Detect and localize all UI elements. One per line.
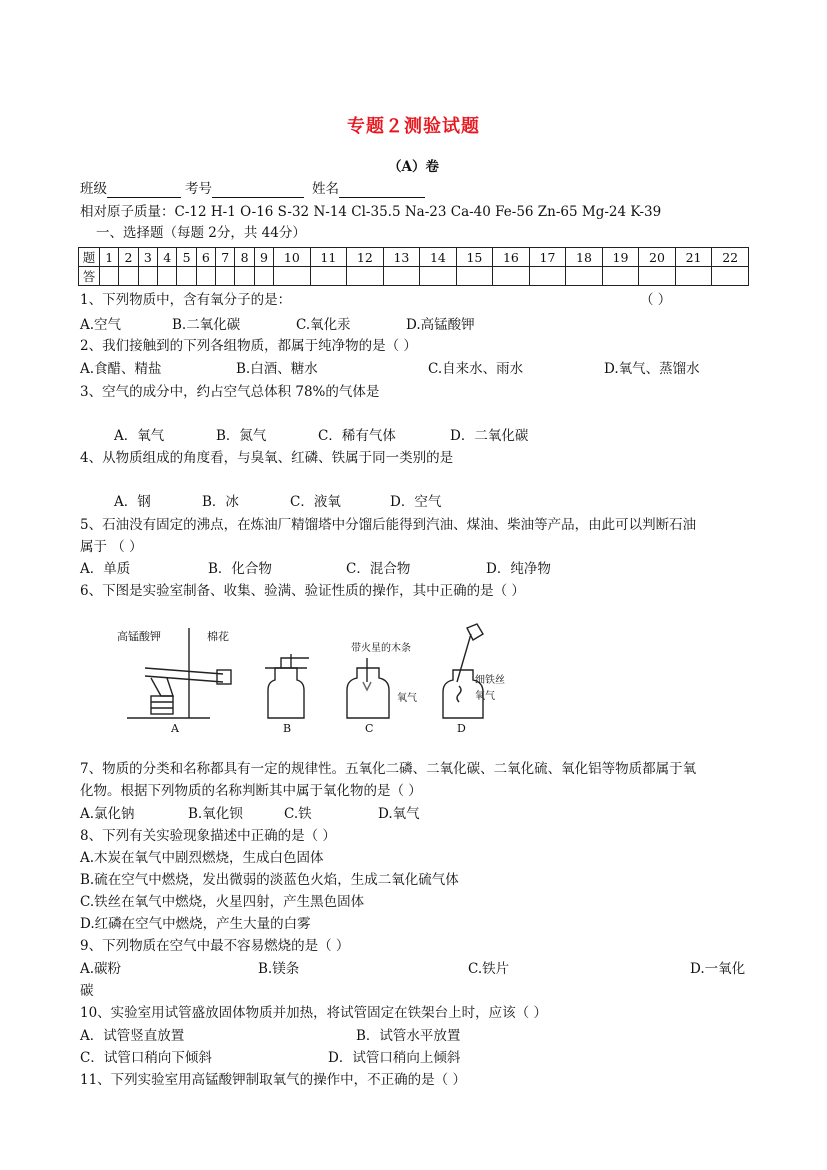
answer-cell[interactable] [456, 267, 493, 286]
question-10-option-d: D．试管口稍向上倾斜 [328, 1050, 461, 1066]
question-number: 9 [254, 248, 273, 267]
question-11-stem: 11、下列实验室用高锰酸钾制取氧气的操作中，不正确的是（ ） [80, 1072, 466, 1088]
question-4-option-a: A．钢 [114, 494, 151, 510]
question-10-option-b: B．试管水平放置 [356, 1028, 461, 1044]
question-number: 22 [712, 248, 749, 267]
answer-cell[interactable] [639, 267, 676, 286]
question-5-option-d: D．纯净物 [486, 561, 551, 577]
question-9-stem: 9、下列物质在空气中最不容易燃烧的是（ ） [80, 938, 350, 954]
question-5-option-a: A．单质 [80, 561, 131, 577]
question-1-answer-paren: （ ） [640, 292, 672, 308]
question-number: 12 [347, 248, 384, 267]
answer-cell[interactable] [383, 267, 420, 286]
answer-table [78, 247, 749, 286]
question-number: 8 [235, 248, 254, 267]
question-5-stem-continued: 属于 （ ） [80, 539, 143, 555]
atomic-masses: 相对原子质量：C-12 H-1 O-16 S-32 N-14 Cl-35.5 Na-23 Ca-40 Fe-56 Zn-65 Mg-24 K-39 [80, 204, 662, 220]
name-field[interactable] [339, 183, 425, 198]
answer-cell[interactable] [274, 267, 311, 286]
question-7-option-c: C.铁 [284, 806, 312, 822]
question-1-option-c: C.氧化汞 [296, 317, 351, 333]
question-number: 21 [675, 248, 712, 267]
question-3-option-a: A．氧气 [114, 428, 165, 444]
answer-cell[interactable] [138, 267, 157, 286]
answer-cell[interactable] [196, 267, 215, 286]
question-number: 20 [639, 248, 676, 267]
question-7-option-d: D.氧气 [378, 806, 420, 822]
apparatus-b-gas-jar [265, 654, 309, 718]
question-3-option-d: D．二氧化碳 [450, 428, 529, 444]
question-number: 16 [493, 248, 530, 267]
question-7-option-a: A.氯化钠 [80, 806, 135, 822]
number-row-header: 题 [79, 248, 100, 267]
figure-c-label-splint: 带火星的木条 [351, 643, 411, 654]
question-number: 13 [383, 248, 420, 267]
answer-cell[interactable] [177, 267, 196, 286]
question-number: 10 [274, 248, 311, 267]
answer-cell[interactable] [310, 267, 347, 286]
question-7-option-b: B.氧化钡 [188, 806, 243, 822]
question-number: 15 [456, 248, 493, 267]
question-8-option-c: C.铁丝在氧气中燃烧，火星四射，产生黑色固体 [80, 894, 365, 910]
question-number: 7 [216, 248, 235, 267]
page-title: 专题２测验试题 [347, 116, 480, 137]
question-number: 3 [138, 248, 157, 267]
answer-cell[interactable] [529, 267, 566, 286]
question-4-option-d: D．空气 [390, 494, 442, 510]
question-2-option-c: C.自来水、雨水 [428, 361, 524, 377]
apparatus-c-splint-test [347, 658, 389, 718]
question-3-option-c: C．稀有气体 [318, 428, 396, 444]
exam-no-field[interactable] [212, 183, 304, 198]
question-1-option-d: D.高锰酸钾 [406, 317, 475, 333]
question-9-option-a: A.碳粉 [80, 961, 122, 977]
figure-caption-b: B [283, 722, 292, 735]
answer-table-number-row [79, 248, 749, 267]
answer-row-header: 答 [79, 267, 100, 286]
answer-cell[interactable] [119, 267, 138, 286]
question-1-stem: 1、下列物质中，含有氧分子的是： [80, 292, 292, 308]
section-heading: 一、选择题（每题 2分，共 44分） [96, 225, 306, 241]
exam-no-label: 考号 [185, 181, 212, 197]
question-1-option-a: A.空气 [80, 317, 122, 333]
question-7-stem: 7、物质的分类和名称都具有一定的规律性。五氧化二磷、二氧化碳、二氧化硫、氧化铝等物质都属于氧 [80, 761, 697, 777]
question-2-option-a: A.食醋、精盐 [80, 361, 162, 377]
question-number: 18 [566, 248, 603, 267]
question-2-stem: 2、我们接触到的下列各组物质，都属于纯净物的是（ ） [80, 338, 417, 354]
answer-cell[interactable] [712, 267, 749, 286]
question-number: 2 [119, 248, 138, 267]
question-7-stem-continued: 化物。根据下列物质的名称判断其中属于氧化物的是（ ） [80, 783, 422, 799]
question-6-stem: 6、下图是实验室制备、收集、验满、验证性质的操作，其中正确的是（ ） [80, 583, 525, 599]
question-8-stem: 8、下列有关实验现象描述中正确的是（ ） [80, 828, 336, 844]
question-3-stem: 3、空气的成分中，约占空气总体积 78%的气体是 [80, 384, 380, 400]
figure-caption-c: C [365, 722, 374, 735]
figure-a-label-cotton: 棉花 [207, 630, 229, 643]
question-4-stem: 4、从物质组成的角度看，与臭氧、红磷、铁属于同一类别的是 [80, 450, 454, 466]
figure-d-label-oxygen: 氧气 [475, 691, 495, 702]
question-number: 1 [100, 248, 119, 267]
question-number: 14 [420, 248, 457, 267]
question-2-option-b: B.白酒、糖水 [236, 361, 318, 377]
question-9-option-c: C.铁片 [468, 961, 510, 977]
question-number: 17 [529, 248, 566, 267]
question-number: 11 [310, 248, 347, 267]
figure-caption-a: A [171, 722, 179, 735]
class-label: 班级 [80, 181, 107, 197]
question-4-option-b: B．冰 [202, 494, 239, 510]
question-10-stem: 10、实验室用试管盛放固体物质并加热，将试管固定在铁架台上时，应该（ ） [80, 1005, 547, 1021]
lab-apparatus-figure [115, 620, 505, 740]
figure-caption-d: D [457, 722, 466, 735]
question-3-option-b: B．氮气 [216, 428, 267, 444]
question-5-option-c: C．混合物 [346, 561, 411, 577]
figure-a-label-potassium-permanganate: 高锰酸钾 [117, 630, 161, 643]
student-info-row [80, 180, 425, 198]
question-9-option-d: D.一氧化 [690, 961, 746, 977]
answer-cell[interactable] [602, 267, 639, 286]
question-10-option-c: C．试管口稍向下倾斜 [80, 1050, 212, 1066]
question-number: 5 [177, 248, 196, 267]
question-5-stem: 5、石油没有固定的沸点，在炼油厂精馏塔中分馏后能得到汽油、煤油、柴油等产品，由此可以判断石油 [80, 517, 697, 533]
answer-cell[interactable] [420, 267, 457, 286]
question-8-option-a: A.木炭在氧气中剧烈燃烧，生成白色固体 [80, 850, 324, 866]
answer-cell[interactable] [235, 267, 254, 286]
class-field[interactable] [107, 183, 181, 198]
name-label: 姓名 [312, 181, 339, 197]
question-5-option-b: B．化合物 [208, 561, 272, 577]
question-10-option-a: A．试管竖直放置 [80, 1028, 185, 1044]
figure-d-label-iron-wire: 细铁丝 [475, 675, 505, 686]
answer-table-answer-row [79, 267, 749, 286]
answer-cell[interactable] [347, 267, 384, 286]
answer-cell[interactable] [254, 267, 273, 286]
question-number: 19 [602, 248, 639, 267]
answer-cell[interactable] [100, 267, 119, 286]
question-9-option-d-continued: 碳 [80, 983, 94, 999]
question-number: 4 [158, 248, 177, 267]
figure-c-label-oxygen: 氧气 [397, 693, 417, 704]
question-1-option-b: B.二氧化碳 [172, 317, 241, 333]
question-number: 6 [196, 248, 215, 267]
question-8-option-b: B.硫在空气中燃烧，发出微弱的淡蓝色火焰，生成二氧化硫气体 [80, 872, 459, 888]
question-4-option-c: C．液氧 [290, 494, 341, 510]
answer-cell[interactable] [216, 267, 235, 286]
question-2-option-d: D.氧气、蒸馏水 [604, 361, 700, 377]
paper-version: （A）卷 [388, 159, 439, 175]
answer-cell[interactable] [158, 267, 177, 286]
answer-cell[interactable] [675, 267, 712, 286]
question-8-option-d: D.红磷在空气中燃烧，产生大量的白雾 [80, 916, 311, 932]
answer-cell[interactable] [566, 267, 603, 286]
answer-cell[interactable] [493, 267, 530, 286]
question-9-option-b: B.镁条 [258, 961, 300, 977]
